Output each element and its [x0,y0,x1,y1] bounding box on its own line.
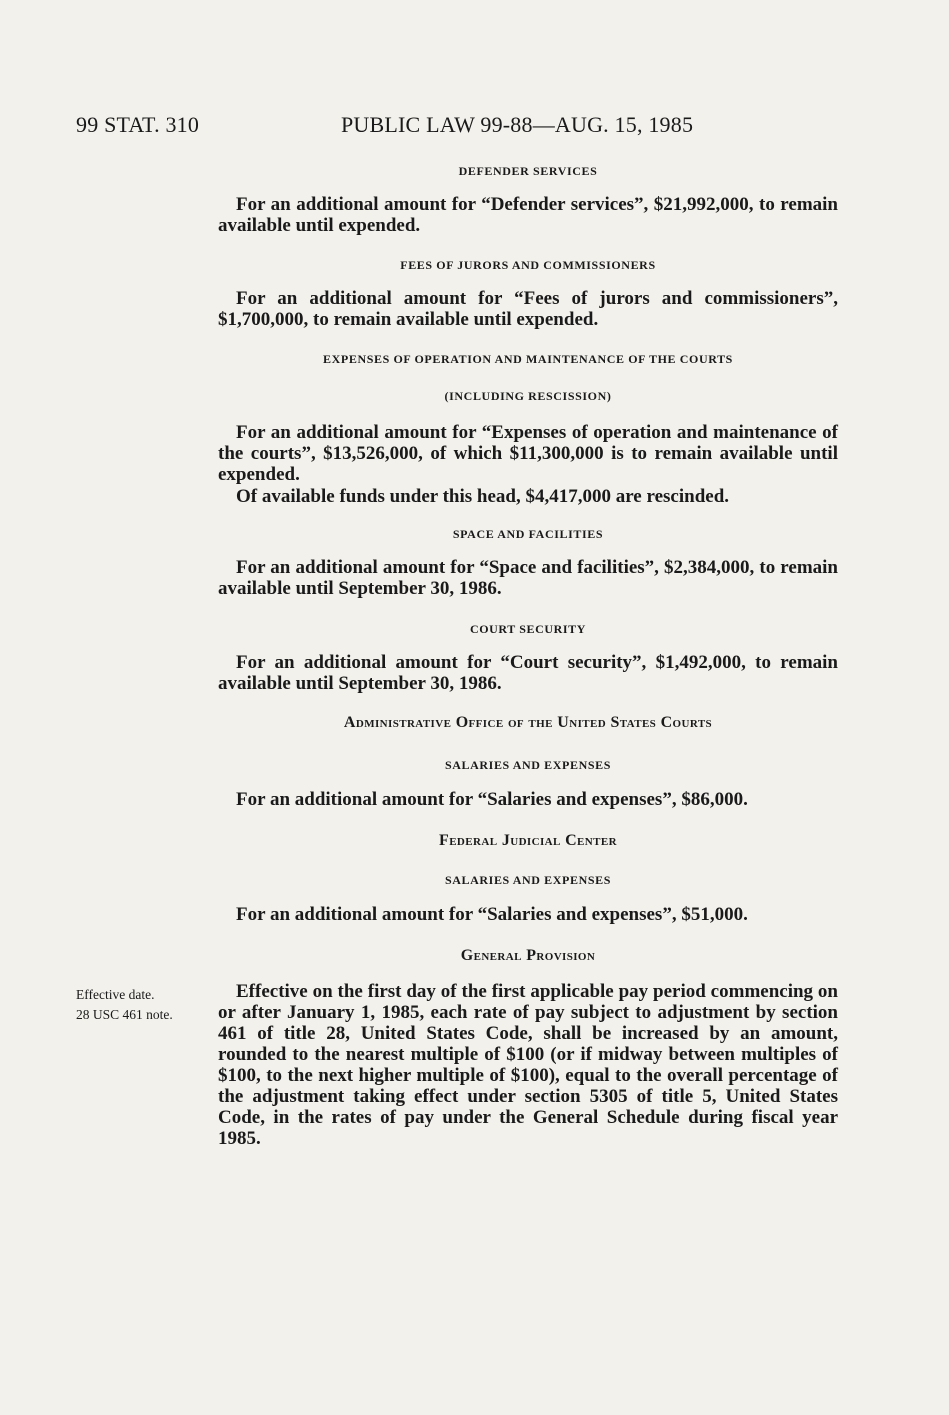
fjc-salaries-text: For an additional amount for “Salaries and expenses”, $51,000. [236,904,748,925]
expenses-text: For an additional amount for “Expenses of operation and maintenance of the courts”, $13,526,000, of which $11,300,000 is to remain available until expended. [218,422,838,485]
usc-note: 28 USC 461 note. [76,1007,173,1022]
fjc-heading: Federal Judicial Center [439,832,617,849]
defender-heading: DEFENDER SERVICES [458,164,598,178]
fjc-salaries-heading: SALARIES AND EXPENSES [445,873,611,887]
space-text: For an additional amount for “Space and facilities”, $2,384,000, to remain available until September 30, 1986. [218,557,838,599]
effective-date-note: Effective date. [76,987,155,1002]
jurors-heading: FEES OF JURORS AND COMMISSIONERS [400,258,656,272]
general-heading: General Provision [460,947,596,964]
security-text: For an additional amount for “Court security”, $1,492,000, to remain available until September 30, 1986. [218,652,838,694]
admin-salaries-text: For an additional amount for “Salaries and expenses”, $86,000. [236,789,748,810]
defender-text: For an additional amount for “Defender services”, $21,992,000, to remain available until expended. [218,194,838,236]
rescind-text: Of available funds under this head, $4,417,000 are rescinded. [236,486,730,507]
expenses-subheading: (INCLUDING RESCISSION) [444,389,612,403]
page-number: 99 STAT. 310 [76,112,200,137]
jurors-text: For an additional amount for “Fees of jurors and commissioners”, $1,700,000, to remain available until expended. [218,288,838,330]
margin-notes [76,985,216,1025]
general-text: Effective on the first day of the first applicable pay period commencing on or after January 1, 1985, each rate of pay subject to adjustment by section 461 of title 28, United States Code, shall be increased by an amount, rounded to the nearest multiple of $100 (or if midway between multiples of $100, to the next higher multiple of $100), equal to the overall percentage of the adjustment taking effect under section 5305 of title 5, United States Code, in the rates of pay under the General Schedule during fiscal year 1985. [218,981,838,1149]
space-heading: SPACE AND FACILITIES [452,527,604,541]
law-title: PUBLIC LAW 99-88—AUG. 15, 1985 [341,112,694,137]
expenses-heading: EXPENSES OF OPERATION AND MAINTENANCE OF THE COURTS [323,352,733,366]
admin-salaries-heading: SALARIES AND EXPENSES [445,758,611,772]
security-heading: COURT SECURITY [469,622,587,636]
admin-office-heading: Administrative Office of the United States Courts [343,714,713,731]
